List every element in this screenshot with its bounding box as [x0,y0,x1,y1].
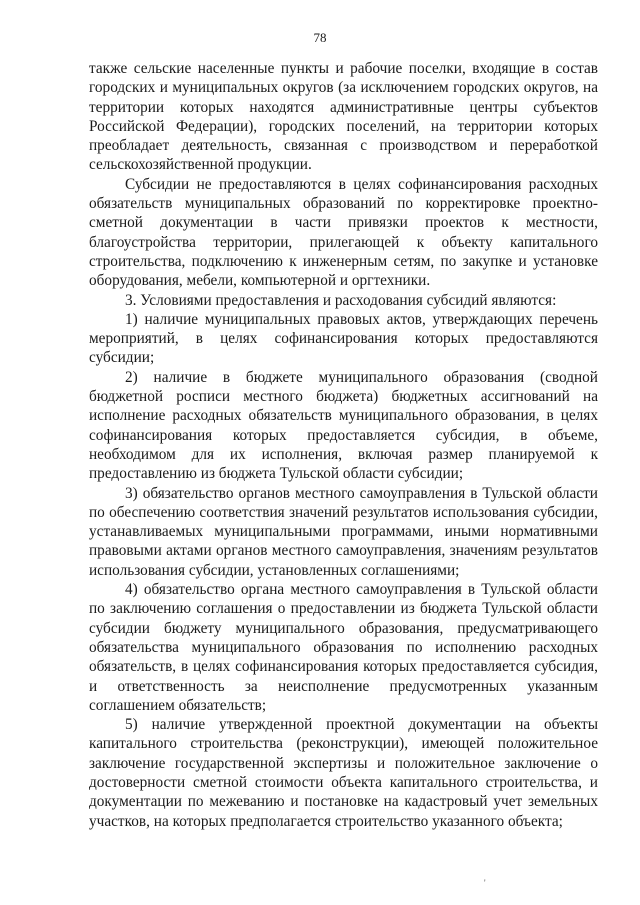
text-line: 3) обязательство органов местного самоуправления в Тульской области [125,484,598,502]
text-line: 4) обязательство органа местного самоуправления в Тульской области [125,581,598,599]
text-line: строительства, подключению к инженерным сетям, по закупке и установке [89,252,598,270]
text-line: обязательств муниципальных образований по корректировке проектно- [89,195,598,213]
text-line: капитального строительства (реконструкции), имеющей положительное [89,735,598,753]
text-line: сельскохозяйственной продукции. [89,156,312,174]
text-line: субсидии; [89,349,155,367]
text-line: участков, на которых предполагается строительство указанного объекта; [89,812,563,830]
text-line: документации по межеванию и постановке на кадастровый учет земельных [89,793,598,811]
text-line: субсидии бюджету муниципального образования, предусматривающего [89,619,598,637]
text-line: использования субсидии, установленных соглашениями; [89,561,460,579]
text-line: благоустройства территории, прилегающей к объекту капитального [89,233,598,251]
text-line: сметной документации в части привязки проектов к местности, [89,214,598,232]
text-line: необходимом для их исполнения, включая размер планируемой к [89,445,598,463]
text-line: правовыми актами органов местного самоуправления, значениям результатов [89,542,598,560]
text-line: территории которых находятся административные центры субъектов [89,98,598,116]
text-line: преобладает деятельность, связанная с производством и переработкой [89,137,598,155]
text-line: Российской Федерации), городских поселений, на территории которых [89,117,598,135]
text-line: заключение государственной экспертизы и положительное заключение о [89,754,598,772]
text-line: предоставлению из бюджета Тульской области субсидии; [89,465,464,483]
text-line: обязательства муниципального образования по исполнению расходных [89,638,598,656]
body-text [89,59,598,831]
text-line: оборудования, мебели, компьютерной и оргтехники. [89,272,431,290]
text-line: мероприятий, в целях софинансирования которых предоставляются [89,330,598,348]
scan-mark: ' [484,878,486,888]
text-line: бюджетной росписи местного бюджета) бюджетных ассигнований на [89,388,598,406]
text-line: 5) наличие утвержденной проектной документации на объекты [125,716,598,734]
text-line: 1) наличие муниципальных правовых актов, утверждающих перечень [125,310,598,328]
text-line: обязательств, в целях софинансирования которых предоставляется субсидия, [89,658,598,676]
page-number: 78 [313,30,327,45]
text-line: софинансирования которых предоставляется субсидия, в объеме, [89,426,598,444]
text-line: 2) наличие в бюджете муниципального образования (сводной [125,368,598,386]
text-line: 3. Условиями предоставления и расходования субсидий являются: [125,291,557,309]
text-line: также сельские населенные пункты и рабочие поселки, входящие в состав [89,60,598,77]
text-line: достоверности сметной стоимости объекта капитального строительства, и [89,773,598,791]
text-line: Субсидии не предоставляются в целях софинансирования расходных [125,175,598,193]
text-line: и ответственность за неисполнение предусмотренных указанным [89,677,598,695]
text-line: по обеспечению соответствия значений результатов использования субсидии, [89,503,598,521]
text-line: по заключению соглашения о предоставлении из бюджета Тульской области [89,600,598,618]
text-line: устанавливаемых муниципальными программами, иными нормативными [89,523,598,541]
text-line: исполнение расходных обязательств муниципального образования, в целях [89,407,598,425]
text-line: соглашением обязательств; [89,696,267,714]
text-line: городских и муниципальных округов (за исключением городских округов, на [89,79,598,97]
